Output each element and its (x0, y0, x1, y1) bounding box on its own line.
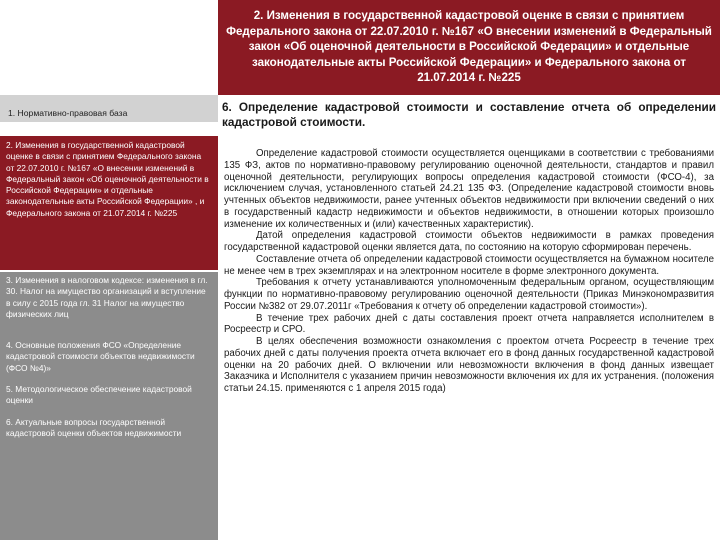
sidebar-item-current-issues[interactable]: 6. Актуальные вопросы государственной кадастровой оценки объектов недвижимости (6, 417, 182, 439)
sidebar-item-cadastral-changes-active[interactable] (0, 136, 218, 270)
body-paragraph: Составление отчета об определении кадастровой стоимости осуществляется на бумажном носителе не менее чем в трех экземплярах и на электронном носителе в форме электронного документа. (224, 253, 714, 277)
sidebar-item-label: 1. Нормативно-правовая база (8, 108, 128, 118)
body-paragraph: В целях обеспечения возможности ознакомления с проектом отчета Росреестр в течение трех рабочих дней с даты получения проекта отчета включает его в фонд данных государственной кадастровой оценки на 20 рабочих дней. О включении или невозможности включения в фонд данных извещает Заказчика и Исполнителя с указанием причин невозможности включения их для их устранения. (положения статьи 24.15. применяются с 1 апреля 2015 года) (224, 336, 714, 394)
slide-title: 2. Изменения в государственной кадастровой оценке в связи с принятием Федерального закона от 22.07.2010 г. №167 «О внесении изменений в Федеральный закон «Об оценочной деятельности в Российской Федерации» и отдельные законодательные акты Российской Федерации» и Федерального закона от 21.07.2014 г. №225 (226, 9, 712, 85)
sidebar-inactive-group (0, 272, 218, 540)
body-paragraph: Датой определения кадастровой стоимости объектов недвижимости в рамках проведения государственной кадастровой оценки является дата, по состоянию на которую сформирован перечень. (224, 230, 714, 253)
body-paragraph: В течение трех рабочих дней с даты составления проект отчета направляется исполнителем в Росреестр и СРО. (224, 312, 714, 336)
sidebar-item-legal-base[interactable] (0, 95, 218, 122)
sidebar (0, 95, 218, 540)
sidebar-item-label: 2. Изменения в государственной кадастровой оценке в связи с принятием Федерального закона от 22.07.2010 г. №167 «О внесении изменений в Федеральный закон «Об оценочной деятельности в Российской Федерации» и отдельные законодательные акты Российской Федерации» , и Федерального закона от 21.07.2014 г. №225 (6, 140, 209, 218)
section-title: 6. Определение кадастровой стоимости и составление отчета об определении кадастровой стоимости. (222, 100, 716, 129)
main-content (218, 95, 720, 540)
sidebar-item-tax-code[interactable]: 3. Изменения в налоговом кодексе: изменения в гл. 30. Налог на имущество организаций и вступление в силу с 2015 года гл. 31 Налог на имущество физических лиц (6, 275, 208, 319)
section-body (224, 148, 714, 395)
sidebar-item-methodology[interactable]: 5. Методологическое обеспечение кадастровой оценки (6, 384, 192, 406)
body-paragraph: Требования к отчету устанавливаются уполномоченным федеральным органом, осуществляющим функции по нормативно-правовому регулированию оценочной деятельности (Приказ Минэкономразвития России №382 от 29.07.2011г «Требования к отчету об определении кадастровой стоимости»). (224, 277, 714, 312)
sidebar-item-fso4[interactable]: 4. Основные положения ФСО «Определение кадастровой стоимости объектов недвижимости (ФСО №4)» (6, 340, 195, 373)
sidebar-divider (0, 122, 218, 136)
body-paragraph: Определение кадастровой стоимости осуществляется оценщиками в соответствии с требованиями 135 ФЗ, актов по нормативно-правовому регулированию оценочной деятельности, стандартов и правил оценочной деятельности, регулирующих вопросы определения кадастровой стоимости (ФСО-4), за исключением случая, установленного статьей 24.21 135 ФЗ. (Определение кадастровой стоимости вновь учтенных объектов недвижимости, ранее учтенных объектов недвижимости при включении сведений о них в государственный кадастр недвижимости и объектов недвижимости, в отношении которых произошло изменение их количественных и (или) качественных характеристик). (224, 148, 714, 230)
slide-header (218, 0, 720, 95)
